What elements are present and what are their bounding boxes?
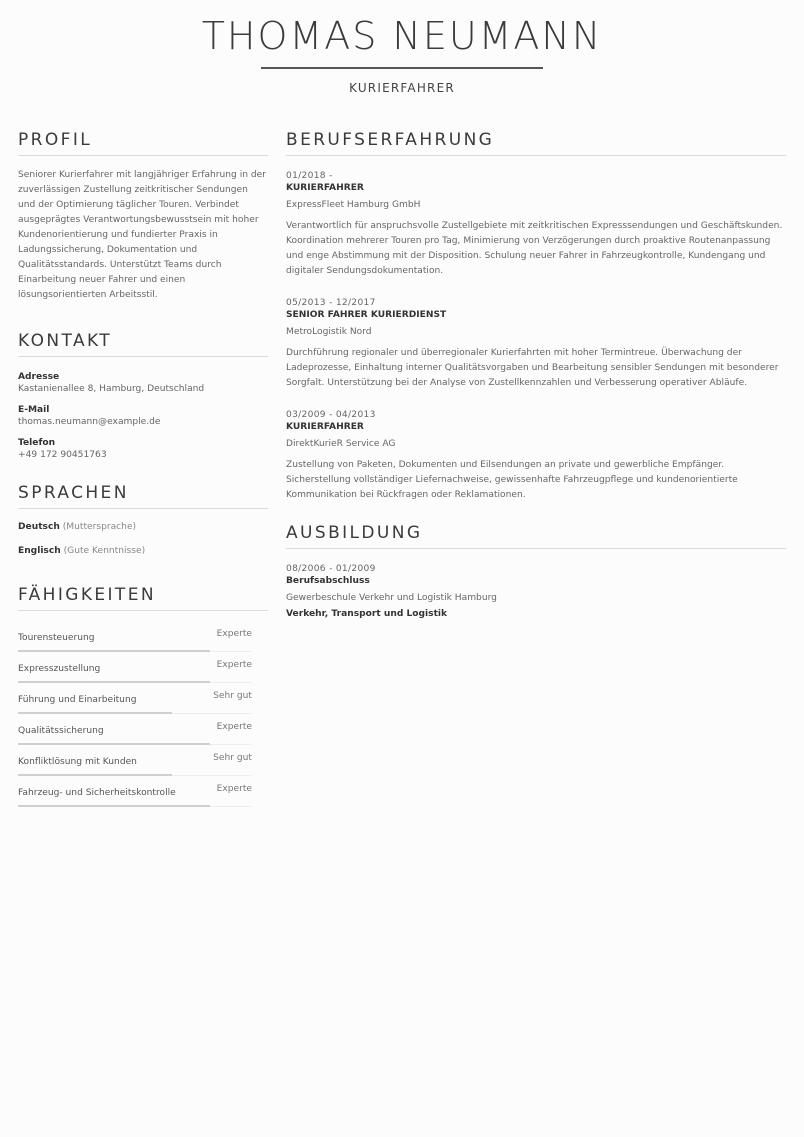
entry-organization: Gewerbeschule Verkehr und Logistik Hamburg <box>286 593 497 603</box>
languages-section <box>18 483 268 557</box>
skill-item <box>18 776 252 807</box>
entry-date: 05/2013 - 12/2017 <box>286 298 376 308</box>
section-heading-profil: PROFIL <box>18 130 268 156</box>
entry-organization: ExpressFleet Hamburg GmbH <box>286 200 421 210</box>
name-divider <box>261 67 543 69</box>
job-title: KURIERFAHRER <box>349 81 455 95</box>
skill-item <box>18 652 252 683</box>
section-heading-ausbildung: AUSBILDUNG <box>286 523 786 549</box>
skill-item <box>18 621 252 652</box>
experience-entry <box>286 170 786 279</box>
skill-item <box>18 745 252 776</box>
entry-title: SENIOR FAHRER KURIERDIENST <box>286 310 447 320</box>
section-heading-sprachen: SPRACHEN <box>18 483 268 509</box>
section-heading-kontakt: KONTAKT <box>18 331 268 357</box>
skill-level: Sehr gut <box>213 753 252 763</box>
profile-text: Seniorer Kurierfahrer mit langjähriger Erfahrung in der zuverlässigen Zustellung zeitkritischer Sendungen und der Optimierung täglicher Touren. Verbindet ausgeprägtes Verantwortungsbewusstsein mit hoher Kundenorientierung und fundierter Praxis in Ladungssicherung, Dokumentation und Qualitätsstandards. Unterstützt Teams durch Einarbeitung neuer Fahrer und einen lösungsorientierten Arbeitsstil. <box>18 170 266 300</box>
skill-level: Experte <box>216 629 252 639</box>
skills-list <box>18 621 252 807</box>
section-heading-faehigkeiten: FÄHIGKEITEN <box>18 585 268 611</box>
contact-value: thomas.neumann@example.de <box>18 417 161 427</box>
entry-date: 01/2018 - <box>286 171 333 181</box>
skill-level-bar <box>18 805 210 807</box>
contact-phone <box>18 437 268 461</box>
entry-date: 08/2006 - 01/2009 <box>286 564 376 574</box>
section-heading-berufserfahrung: BERUFSERFAHRUNG <box>286 130 786 156</box>
skill-level: Experte <box>216 722 252 732</box>
contact-section <box>18 331 268 461</box>
skill-name: Führung und Einarbeitung <box>18 695 137 705</box>
skill-name: Tourensteuerung <box>18 633 95 643</box>
entry-title: KURIERFAHRER <box>286 183 364 193</box>
skill-name: Expresszustellung <box>18 664 101 674</box>
skill-item <box>18 714 252 745</box>
person-name: THOMAS NEUMANN <box>201 14 603 58</box>
language-name: Deutsch <box>18 522 60 532</box>
entry-date: 03/2009 - 04/2013 <box>286 410 376 420</box>
contact-label: E-Mail <box>18 405 50 415</box>
contact-address <box>18 371 268 395</box>
skill-name: Fahrzeug- und Sicherheitskontrolle <box>18 788 176 798</box>
contact-value: +49 172 90451763 <box>18 450 107 460</box>
language-level: (Gute Kenntnisse) <box>63 546 146 556</box>
entry-field: Verkehr, Transport und Logistik <box>286 609 448 619</box>
resume-header <box>0 0 804 95</box>
language-level: (Muttersprache) <box>62 522 137 532</box>
experience-entry <box>286 297 786 391</box>
entry-title: Berufsabschluss <box>286 576 370 586</box>
entry-title: KURIERFAHRER <box>286 422 364 432</box>
experience-section <box>286 130 786 503</box>
language-name: Englisch <box>18 546 61 556</box>
right-column <box>286 130 786 620</box>
skill-name: Qualitätssicherung <box>18 726 104 736</box>
contact-label: Telefon <box>18 438 56 448</box>
experience-entry <box>286 409 786 503</box>
skill-level: Experte <box>216 660 252 670</box>
left-column <box>18 130 268 807</box>
entry-description: Verantwortlich für anspruchsvolle Zustellgebiete mit zeitkritischen Expresssendungen und Geschäftskunden. Koordination mehrerer Touren pro Tag, Minimierung von Verzögerungen durch proaktive Routenanpassung und enge Abstimmung mit der Disposition. Schulung neuer Fahrer in Fahrzeugkontrolle, Kundengang und digitaler Sendungsdokumentation. <box>286 221 783 276</box>
entry-organization: DirektKurieR Service AG <box>286 439 396 449</box>
skill-level: Experte <box>216 784 252 794</box>
contact-email <box>18 404 268 428</box>
education-section <box>286 523 786 620</box>
profile-section <box>18 130 268 303</box>
contact-value: Kastanienallee 8, Hamburg, Deutschland <box>18 384 205 394</box>
entry-description: Durchführung regionaler und überregionaler Kurierfahrten mit hoher Termintreue. Überwachung der Ladeprozesse, Einhaltung interner Qualitätsvorgaben und Bearbeitung sensibler Sendungen mit besonderer Sorgfalt. Unterstützung bei der Analyse von Zustellkennzahlen und Verbesserung operativer Abläufe. <box>286 348 779 388</box>
skill-level: Sehr gut <box>213 691 252 701</box>
education-entry <box>286 563 786 620</box>
contact-label: Adresse <box>18 372 60 382</box>
language-item <box>18 545 268 557</box>
skill-name: Konfliktlösung mit Kunden <box>18 757 137 767</box>
entry-organization: MetroLogistik Nord <box>286 327 372 337</box>
skills-section <box>18 585 268 807</box>
language-item <box>18 521 268 533</box>
entry-description: Zustellung von Paketen, Dokumenten und Eilsendungen an private und gewerbliche Empfänger. Sicherstellung vollständiger Liefernachweise, gewissenhafte Fahrzeugpflege und kundenorientierte Kommunikation bei Rückfragen oder Reklamationen. <box>286 460 738 500</box>
skill-item <box>18 683 252 714</box>
